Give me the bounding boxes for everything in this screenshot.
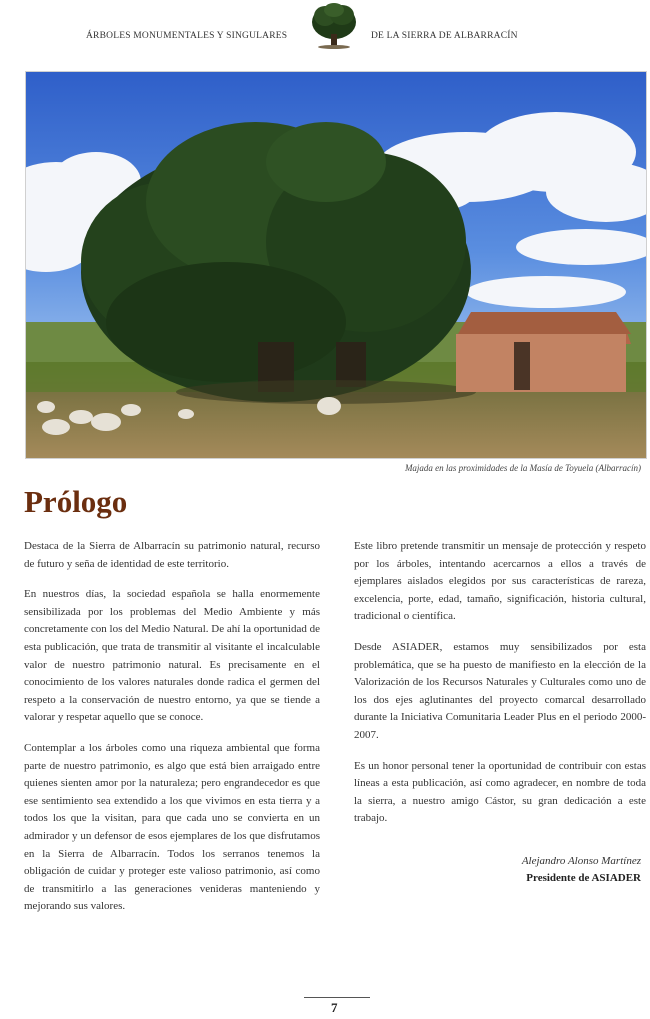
left-column bbox=[24, 538, 320, 929]
photo-caption: Majada en las proximidades de la Masía de Toyuela (Albarracín) bbox=[404, 463, 641, 473]
tree-emblem-icon bbox=[307, 2, 361, 50]
paragraph: Este libro pretende transmitir un mensaje de protección y respeto por los árboles, intentando acercarnos a ellos a través de ejemplares aislados elegidos por sus características de rareza, excelencia, porte, edad, tamaño, significación, historia cultural, tradicional o científica. bbox=[354, 540, 646, 623]
paragraph: Contemplar a los árboles como una riqueza ambiental que forma parte de nuestro patrimonio, es algo que está bien arraigado entre quienes sienten amor por la naturaleza; pero engrandecedor es que ese sentimiento sea extendido a los que vivimos en esta tierra y a todos los que la visitan, para que cada uno se convierta en un admirador y un defensor de esos ejemplares de los que disfrutamos en la Sierra de Albarracín. Todos los serranos tenemos la obligación de cuidar y proteger este valioso patrimonio, así como de transmitirlo a las generaciones venideras manteniendo y mejorando sus valores. bbox=[24, 741, 320, 913]
signature-block bbox=[522, 853, 641, 887]
signature-name: Alejandro Alonso Martínez bbox=[521, 855, 641, 867]
header-right-text: DE LA SIERRA DE ALBARRACÍN bbox=[371, 31, 518, 41]
paragraph: Es un honor personal tener la oportunidad de contribuir con estas líneas a esta publicación, así como agradecer, en nombre de toda la sierra, a nuestro amigo Cástor, su gran dedicación a este trabajo. bbox=[354, 759, 646, 825]
landscape-photo bbox=[25, 71, 647, 459]
right-column bbox=[354, 538, 646, 841]
signature-role: Presidente de ASIADER bbox=[526, 872, 641, 884]
paragraph: En nuestros días, la sociedad española se halla enormemente sensibilizada por los problemas del Medio Ambiente y más concretamente con los del Medio Natural. De ahí la oportunidad de esta publicación, que trata de transmitir al visitante el incalculable valor de nuestro patrimonio natural. Es precisamente en el conocimiento de los valores naturales donde radica el germen del respeto a la conservación de nuestro entorno, ya que se tiende a valorar y respetar aquello que se conoce. bbox=[24, 588, 320, 724]
paragraph: Desde ASIADER, estamos muy sensibilizados por esta problemática, que se ha puesto de manifiesto en la elección de la Valorización de los Recursos Naturales y Culturales como uno de los dos ejes aglutinantes del proyecto comarcal desarrollado durante la Iniciativa Comunitaria Leader Plus en el periodo 2000-2007. bbox=[354, 640, 646, 741]
page-number: 7 bbox=[331, 1000, 338, 1015]
page-title: Prólogo bbox=[24, 484, 128, 519]
running-header bbox=[0, 0, 650, 60]
footer-divider bbox=[304, 997, 370, 998]
paragraph: Destaca de la Sierra de Albarracín su patrimonio natural, recurso de futuro y seña de identidad de este territorio. bbox=[24, 540, 320, 570]
header-left-text: ÁRBOLES MONUMENTALES Y SINGULARES bbox=[86, 31, 288, 41]
